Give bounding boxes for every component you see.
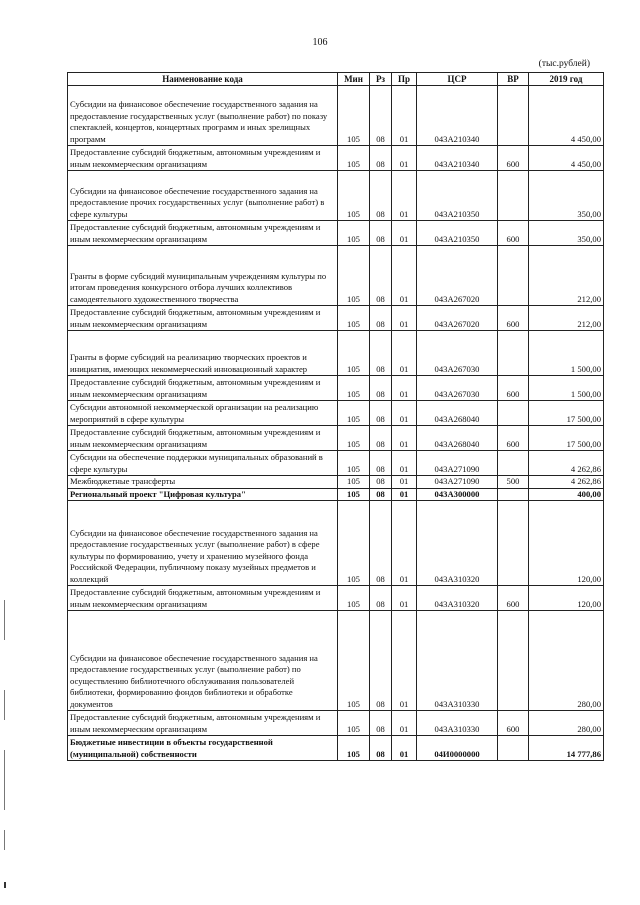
cell-csr: 043А267020: [417, 246, 498, 306]
cell-pr: 01: [392, 426, 417, 451]
cell-vr: 600: [498, 711, 529, 736]
cell-vr: 600: [498, 426, 529, 451]
table-row: [68, 736, 604, 761]
cell-vr: 600: [498, 586, 529, 611]
cell-pr: 01: [392, 221, 417, 246]
cell-vr: [498, 736, 529, 761]
cell-rz: 08: [370, 451, 392, 476]
page-number: 106: [312, 37, 328, 48]
header-csr: ЦСР: [417, 73, 498, 86]
cell-amount: 4 450,00: [529, 86, 604, 146]
cell-name: Предоставление субсидий бюджетным, автономным учреждениям и иным некоммерческим организациям: [68, 221, 338, 246]
cell-vr: 500: [498, 476, 529, 489]
table-row: [68, 586, 604, 611]
cell-vr: [498, 501, 529, 586]
cell-amount: 14 777,86: [529, 736, 604, 761]
cell-csr: 043А310320: [417, 501, 498, 586]
cell-amount: 1 500,00: [529, 376, 604, 401]
cell-name: Предоставление субсидий бюджетным, автономным учреждениям и иным некоммерческим организациям: [68, 306, 338, 331]
cell-amount: 17 500,00: [529, 401, 604, 426]
cell-amount: 120,00: [529, 501, 604, 586]
cell-name: Субсидии на финансовое обеспечение государственного задания на предоставление прочих государственных услуг (выполнение работ) в сфере культуры: [68, 171, 338, 221]
cell-pr: 01: [392, 306, 417, 331]
cell-pr: 01: [392, 331, 417, 376]
budget-table: [67, 72, 604, 761]
cell-rz: 08: [370, 736, 392, 761]
cell-csr: 043А268040: [417, 426, 498, 451]
cell-amount: 120,00: [529, 586, 604, 611]
cell-csr: 043А267020: [417, 306, 498, 331]
cell-vr: [498, 171, 529, 221]
cell-name: Гранты в форме субсидий на реализацию творческих проектов и инициатив, имеющих некоммерческий инновационный характер: [68, 331, 338, 376]
cell-pr: 01: [392, 401, 417, 426]
table-row: [68, 221, 604, 246]
cell-rz: 08: [370, 331, 392, 376]
cell-name: Субсидии на обеспечение поддержки муниципальных образований в сфере культуры: [68, 451, 338, 476]
cell-pr: 01: [392, 246, 417, 306]
cell-name: Субсидии на финансовое обеспечение государственного задания на предоставление государственных услуг (выполнение работ) по осуществлению библиотечного обслуживания пользователей библиотеки, формированию фондов библиотеки и обработке документов: [68, 611, 338, 711]
cell-min: 105: [338, 221, 370, 246]
cell-min: 105: [338, 171, 370, 221]
cell-vr: 600: [498, 306, 529, 331]
cell-csr: 043А267030: [417, 376, 498, 401]
cell-pr: 01: [392, 711, 417, 736]
cell-amount: 17 500,00: [529, 426, 604, 451]
cell-rz: 08: [370, 146, 392, 171]
cell-min: 105: [338, 586, 370, 611]
cell-name: Субсидии на финансовое обеспечение государственного задания на предоставление государственных услуг (выполнение работ) по показу спектаклей, концертов, концертных программ и иных зрелищных программ: [68, 86, 338, 146]
cell-rz: 08: [370, 611, 392, 711]
header-year: 2019 год: [529, 73, 604, 86]
cell-pr: 01: [392, 501, 417, 586]
cell-name: Субсидии автономной некоммерческой организации на реализацию мероприятий в сфере культуры: [68, 401, 338, 426]
cell-rz: 08: [370, 86, 392, 146]
cell-amount: 212,00: [529, 246, 604, 306]
cell-vr: [498, 451, 529, 476]
cell-vr: [498, 86, 529, 146]
cell-min: 105: [338, 401, 370, 426]
table-row: [68, 451, 604, 476]
table-row: [68, 501, 604, 586]
cell-name: Бюджетные инвестиции в объекты государственной (муниципальной) собственности: [68, 736, 338, 761]
cell-csr: 043А300000: [417, 488, 498, 501]
cell-name: Предоставление субсидий бюджетным, автономным учреждениям и иным некоммерческим организациям: [68, 146, 338, 171]
cell-name: Гранты в форме субсидий муниципальным учреждениям культуры по итогам проведения конкурсного отбора лучших коллективов самодеятельного художественного творчества: [68, 246, 338, 306]
cell-amount: 350,00: [529, 221, 604, 246]
cell-vr: [498, 401, 529, 426]
scan-edge-marks: [4, 600, 6, 900]
header-vr: ВР: [498, 73, 529, 86]
cell-min: 105: [338, 501, 370, 586]
table-row: [68, 146, 604, 171]
table-row: [68, 476, 604, 489]
cell-csr: 043А310330: [417, 611, 498, 711]
cell-amount: 400,00: [529, 488, 604, 501]
cell-name: Предоставление субсидий бюджетным, автономным учреждениям и иным некоммерческим организациям: [68, 376, 338, 401]
cell-rz: 08: [370, 488, 392, 501]
cell-amount: 1 500,00: [529, 331, 604, 376]
cell-min: 105: [338, 736, 370, 761]
cell-csr: 043А271090: [417, 451, 498, 476]
cell-vr: 600: [498, 221, 529, 246]
cell-name: Субсидии на финансовое обеспечение государственного задания на предоставление государственных услуг (выполнение работ) в сфере культуры по формированию, учету и хранению музейного фонда Российской Федерации, публичному показу музейных предметов и коллекций: [68, 501, 338, 586]
cell-amount: 350,00: [529, 171, 604, 221]
table-row: [68, 611, 604, 711]
cell-vr: [498, 331, 529, 376]
cell-rz: 08: [370, 376, 392, 401]
cell-csr: 043А310320: [417, 586, 498, 611]
cell-pr: 01: [392, 146, 417, 171]
cell-name: Региональный проект "Цифровая культура": [68, 488, 338, 501]
cell-rz: 08: [370, 476, 392, 489]
cell-csr: 043А210340: [417, 86, 498, 146]
cell-amount: 280,00: [529, 611, 604, 711]
cell-amount: 4 450,00: [529, 146, 604, 171]
cell-vr: [498, 246, 529, 306]
cell-csr: 043А268040: [417, 401, 498, 426]
cell-min: 105: [338, 306, 370, 331]
cell-min: 105: [338, 146, 370, 171]
cell-pr: 01: [392, 376, 417, 401]
cell-csr: 043А210350: [417, 221, 498, 246]
table-row: [68, 331, 604, 376]
table-row: [68, 401, 604, 426]
table-row: [68, 488, 604, 501]
table-row: [68, 711, 604, 736]
cell-rz: 08: [370, 306, 392, 331]
cell-min: 105: [338, 376, 370, 401]
header-rz: Рз: [370, 73, 392, 86]
cell-csr: 04И0000000: [417, 736, 498, 761]
cell-pr: 01: [392, 171, 417, 221]
cell-vr: [498, 611, 529, 711]
cell-csr: 043А210340: [417, 146, 498, 171]
cell-csr: 043А210350: [417, 171, 498, 221]
cell-rz: 08: [370, 221, 392, 246]
cell-pr: 01: [392, 86, 417, 146]
cell-rz: 08: [370, 246, 392, 306]
table-header-row: [68, 73, 604, 86]
cell-name: Предоставление субсидий бюджетным, автономным учреждениям и иным некоммерческим организациям: [68, 586, 338, 611]
cell-min: 105: [338, 86, 370, 146]
cell-vr: 600: [498, 146, 529, 171]
cell-min: 105: [338, 476, 370, 489]
table-row: [68, 376, 604, 401]
table-row: [68, 426, 604, 451]
header-name: Наименование кода: [68, 73, 338, 86]
header-pr: Пр: [392, 73, 417, 86]
cell-rz: 08: [370, 171, 392, 221]
table-row: [68, 246, 604, 306]
cell-min: 105: [338, 488, 370, 501]
table-body: [68, 86, 604, 761]
cell-min: 105: [338, 331, 370, 376]
cell-name: Предоставление субсидий бюджетным, автономным учреждениям и иным некоммерческим организациям: [68, 711, 338, 736]
cell-pr: 01: [392, 476, 417, 489]
cell-amount: 4 262,86: [529, 451, 604, 476]
cell-pr: 01: [392, 586, 417, 611]
table-row: [68, 306, 604, 331]
cell-min: 105: [338, 246, 370, 306]
cell-rz: 08: [370, 426, 392, 451]
cell-vr: [498, 488, 529, 501]
cell-pr: 01: [392, 736, 417, 761]
cell-rz: 08: [370, 401, 392, 426]
cell-amount: 212,00: [529, 306, 604, 331]
cell-name: Межбюджетные трансферты: [68, 476, 338, 489]
cell-pr: 01: [392, 611, 417, 711]
cell-min: 105: [338, 711, 370, 736]
cell-vr: 600: [498, 376, 529, 401]
cell-name: Предоставление субсидий бюджетным, автономным учреждениям и иным некоммерческим организациям: [68, 426, 338, 451]
cell-rz: 08: [370, 586, 392, 611]
table-row: [68, 86, 604, 146]
cell-csr: 043А310330: [417, 711, 498, 736]
cell-rz: 08: [370, 501, 392, 586]
cell-csr: 043А267030: [417, 331, 498, 376]
cell-min: 105: [338, 426, 370, 451]
cell-min: 105: [338, 611, 370, 711]
cell-min: 105: [338, 451, 370, 476]
units-label: (тыс.рублей): [538, 59, 590, 69]
cell-amount: 280,00: [529, 711, 604, 736]
cell-pr: 01: [392, 451, 417, 476]
cell-pr: 01: [392, 488, 417, 501]
table-row: [68, 171, 604, 221]
cell-amount: 4 262,86: [529, 476, 604, 489]
header-min: Мин: [338, 73, 370, 86]
cell-csr: 043А271090: [417, 476, 498, 489]
cell-rz: 08: [370, 711, 392, 736]
